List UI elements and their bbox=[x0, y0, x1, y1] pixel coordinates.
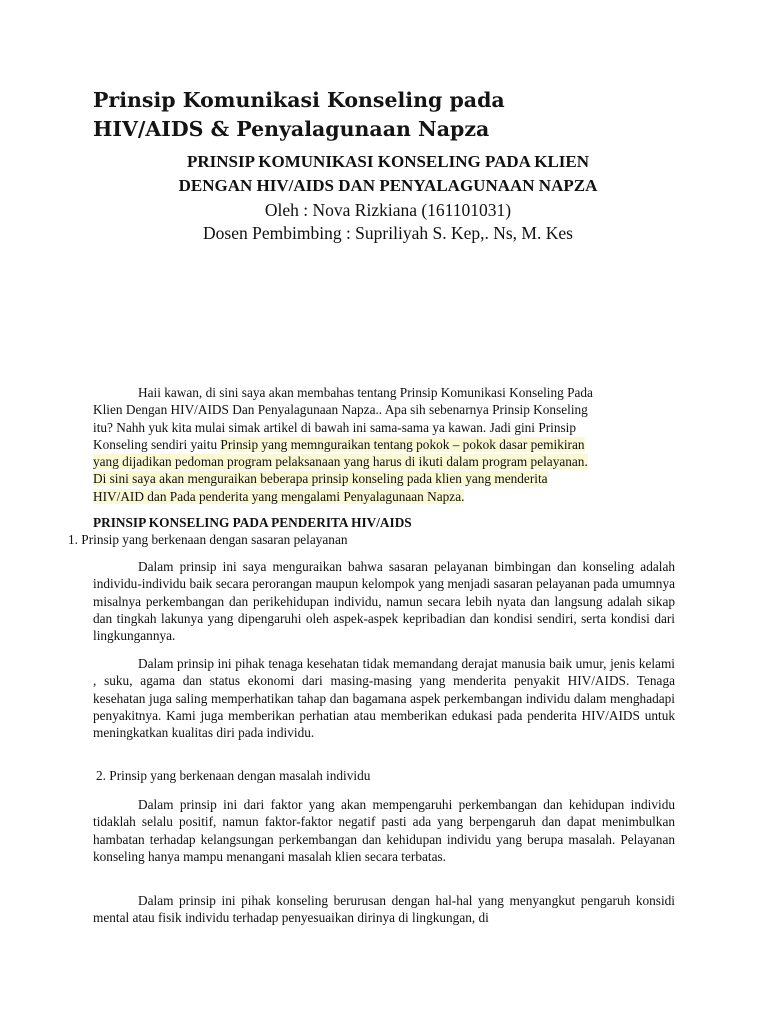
list-item-1: 1. Prinsip yang berkenaan dengan sasaran pelayanan bbox=[68, 532, 348, 547]
paragraph-2: Dalam prinsip ini pihak tenaga kesehatan tidak memandang derajat manusia baik umur, jenis kelami , suku, agama dan status ekonomi dari masing-masing yang menderita penyakit HIV/AIDS. Tenaga kesehatan juga saling memperhatikan tahap dan bagamana aspek perkembangan individu dalam menghadapi penyakitnya. Kami juga memberikan perhatian atau memberikan edukasi pada penderita HIV/AIDS untuk meningkatkan kualitas diri pada individu. bbox=[93, 656, 675, 741]
intro-line: itu? Nahh yuk kita mulai simak artikel di bawah ini sama-sama ya kawan. Jadi gini Prinsip bbox=[93, 419, 577, 435]
intro-line bbox=[93, 436, 675, 453]
advisor-line: Dosen Pembimbing : Supriliyah S. Kep,. Ns, M. Kes bbox=[203, 223, 573, 243]
document-title-line-2: HIV/AIDS & Penyalagunaan Napza bbox=[93, 117, 490, 141]
highlighted-text: Di sini saya akan menguraikan beberapa prinsip konseling pada klien yang menderita bbox=[93, 471, 548, 487]
heading-line-2: DENGAN HIV/AIDS DAN PENYALAGUNAAN NAPZA bbox=[178, 176, 598, 195]
heading-line-1: PRINSIP KOMUNIKASI KONSELING PADA KLIEN bbox=[186, 152, 590, 171]
paragraph-3: Dalam prinsip ini dari faktor yang akan mempengaruhi perkembangan dan kehidupan individu tidaklah selalu positif, namun faktor-faktor negatif pasti ada yang berpengaruh dan dapat menimbulkan hambatan terhadap kelangsungan perkembangan dan kehidupan individu yang berupa masalah. Pelayanan konseling hanya mampu menangani masalah klien secara terbatas. bbox=[93, 797, 675, 864]
section-heading: PRINSIP KONSELING PADA PENDERITA HIV/AIDS bbox=[93, 515, 412, 530]
document-title bbox=[93, 86, 693, 144]
list-item-2: 2. Prinsip yang berkenaan dengan masalah individu bbox=[96, 768, 371, 783]
highlighted-text: Prinsip yang memnguraikan tentang pokok – pokok dasar pemikiran bbox=[220, 436, 585, 452]
intro-line: Haii kawan, di sini saya akan membahas tentang Prinsip Komunikasi Konseling Pada bbox=[138, 385, 593, 400]
intro-paragraph bbox=[93, 384, 675, 505]
author-line: Oleh : Nova Rizkiana (161101031) bbox=[264, 200, 512, 220]
paragraph-4: Dalam prinsip ini pihak konseling berurusan dengan hal-hal yang menyangkut pengaruh konsidi mental atau fisik individu terhadap penyesuaikan dirinya di lingkungan, di bbox=[93, 893, 675, 926]
document-title-line-1: Prinsip Komunikasi Konseling pada bbox=[93, 88, 505, 112]
intro-line: Klien Dengan HIV/AIDS Dan Penyalagunaan Napza.. Apa sih sebenarnya Prinsip Konseling bbox=[93, 402, 588, 418]
intro-text: Konseling sendiri yaitu bbox=[93, 436, 221, 452]
paragraph-1: Dalam prinsip ini saya menguraikan bahwa sasaran pelayanan bimbingan dan konseling adalah individu-individu baik secara perorangan maupun kelompok yang menjadi sasaran pelayanan pada umumnya misalnya perkembangan dan perikehidupan individu, namun secara lebih nyata dan langsung adalah sikap dan tingkah lakunya yang dipengaruhi oleh aspek-aspek kepribadian dan kondisi sendiri, serta kondisi dari lingkungannya. bbox=[93, 559, 675, 644]
highlighted-text: yang dijadikan pedoman program pelaksanaan yang harus di ikuti dalam program pelayanan. bbox=[93, 454, 588, 470]
highlighted-text: HIV/AID dan Pada penderita yang mengalami Penyalagunaan Napza. bbox=[93, 488, 465, 504]
